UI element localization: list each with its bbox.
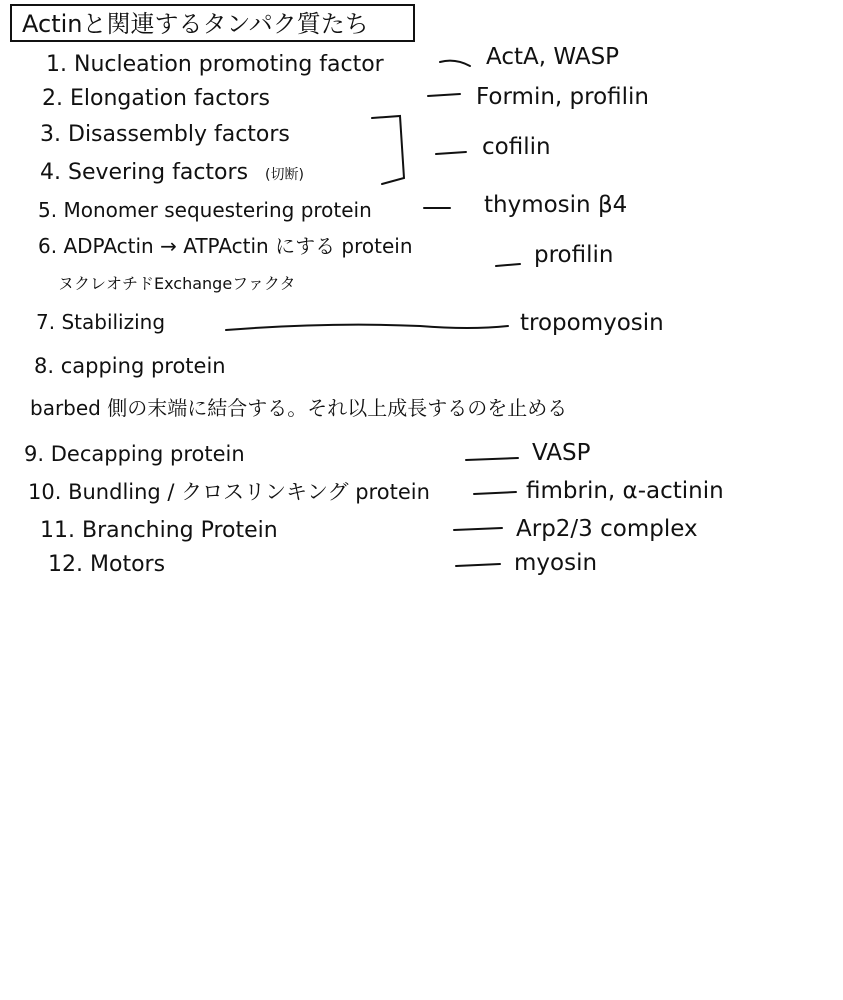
title-box [10,4,415,42]
dash-item-1 [440,61,470,66]
item-number: 10. [28,480,62,504]
item-number: 2. [42,86,63,111]
list-item-10 [28,482,430,503]
item-proteins: myosin [514,550,598,576]
item-number: 8. [34,354,55,378]
item-term: Stabilizing [61,310,166,334]
list-item-1 [46,54,384,76]
item-term: Motors [90,552,166,577]
dash-item-6 [496,264,520,266]
item-proteins: Formin, profilin [476,84,649,110]
item-proteins: thymosin β4 [484,192,628,218]
dash-item-10 [474,492,516,494]
item-number: 6. [38,234,58,258]
item-number: 11. [40,518,75,543]
item-number: 7. [36,310,56,334]
item-term: capping protein [60,354,226,378]
dash-item-3-4 [436,152,466,154]
item-number: 3. [40,122,61,147]
list-item-9 [24,444,245,465]
list-item-6 [38,236,413,256]
item-proteins: ActA, WASP [486,44,620,70]
item-term: Decapping protein [50,442,245,466]
item-term: Elongation factors [70,86,270,111]
list-item-8 [34,356,226,377]
item-term: Branching Protein [82,518,278,543]
item-number: 9. [24,442,45,466]
dash-item-2 [428,94,460,96]
dash-item-12 [456,564,500,566]
list-item-7 [36,312,165,332]
item-subtext: barbed 側の末端に結合する。それ以上成長するのを止める [30,396,568,420]
item-number: 5. [38,198,58,222]
item-subtext: ヌクレオチドExchangeファクタ [58,274,296,293]
list-item-12 [48,554,165,576]
item-number: 12. [48,552,83,577]
item-note: (切断) [265,167,304,183]
bracket-items-3-4 [372,116,404,184]
item-proteins: Arp2/3 complex [516,516,698,542]
item-proteins: cofilin [482,134,551,160]
dash-item-11 [454,528,502,530]
item-term: Severing factors [68,160,249,185]
list-item-11 [40,520,278,542]
item-proteins: tropomyosin [520,310,664,336]
item-term: Disassembly factors [68,122,290,147]
dash-item-7 [226,325,508,330]
dash-item-9 [466,458,518,460]
list-item-5 [38,200,372,220]
item-term: Nucleation promoting factor [74,52,384,77]
item-term: Monomer sequestering protein [63,198,372,222]
page-title: Actinと関連するタンパク質たち [22,10,369,38]
item-number: 1. [46,52,67,77]
item-proteins: VASP [532,440,591,466]
item-number: 4. [40,160,61,185]
list-item-4 [40,162,304,184]
item-proteins: fimbrin, α-actinin [526,478,724,504]
item-proteins: profilin [534,242,614,268]
list-item-2 [42,88,270,110]
item-term: ADPActin → ATPActin にする protein [63,234,413,258]
list-item-3 [40,124,290,146]
item-term: Bundling / クロスリンキング protein [68,480,430,504]
